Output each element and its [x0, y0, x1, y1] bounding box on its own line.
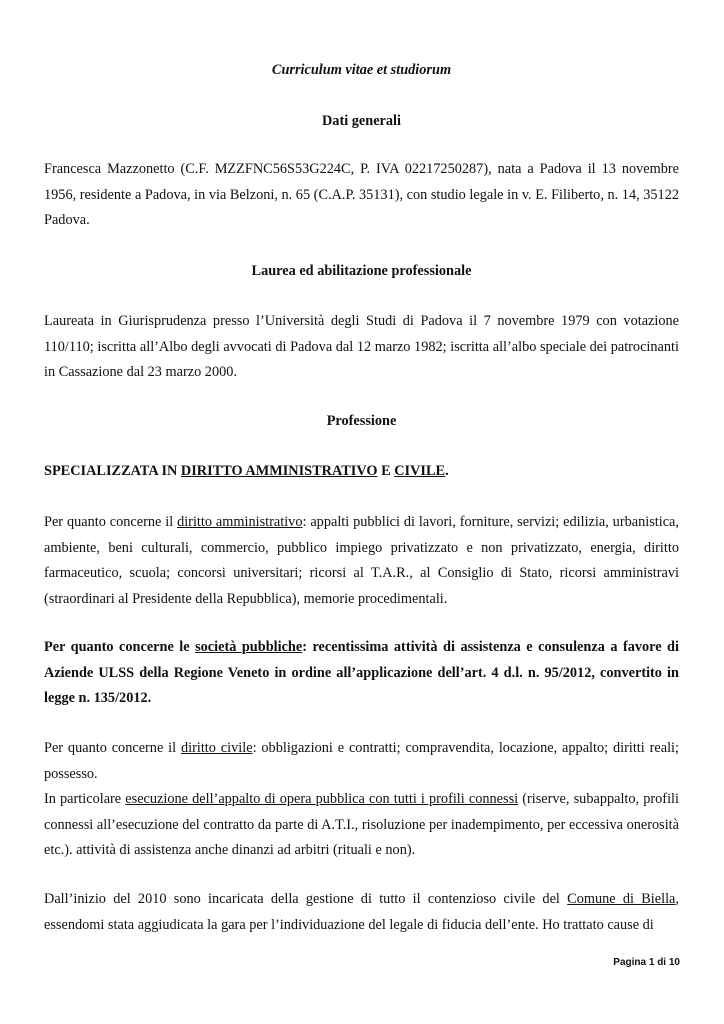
paragraph-dati-generali: Francesca Mazzonetto (C.F. MZZFNC56S53G224C, P. IVA 02217250287), nata a Padova il 13 novembre 1956, residente a Padova, in via Belzoni, n. 65 (C.A.P. 35131), con studio legale in v. E. Filiberto, n. 14, 35122 Padova. — [44, 161, 679, 229]
specialization-prefix: SPECIALIZZATA IN — [44, 463, 181, 479]
underlined-comune-di-biella: Comune di Biella — [567, 891, 676, 907]
civile-text: : obbligazioni e contratti; compravendita, locazione, appalto; diritti reali; possesso. — [44, 740, 679, 782]
heading-laurea: Laurea ed abilitazione professionale — [251, 263, 472, 279]
link-diritto-amministrativo: DIRITTO AMMINISTRATIVO — [180, 463, 378, 479]
specialization-suffix: . — [445, 463, 449, 479]
amministrativo-text: : appalti pubblici di lavori, forniture, servizi; edilizia, urbanistica, ambiente, beni culturali, commercio, pubblico impiego privatizzato e non privatizzato, energia, diritto farmaceutico, scuola; concorsi universitari; ricorsi al T.A.R., al Consiglio di Stato, ricorsi amministravi (straordinari al Presidente della Repubblica), memorie procedimentali. — [44, 514, 679, 607]
page-number: Pagina 1 di 10 — [613, 957, 680, 968]
biella-prefix: Dall’inizio del 2010 sono incaricata della gestione di tutto il contenzioso civile del — [44, 891, 568, 907]
civile-prefix: Per quanto concerne il — [44, 740, 181, 756]
paragraph-amministrativo — [44, 510, 679, 612]
underlined-societa-pubbliche: società pubbliche — [195, 639, 303, 655]
underlined-esecuzione-appalto: esecuzione dell’appalto di opera pubblica con tutti i profili connessi — [125, 791, 519, 808]
civile-line2-prefix: In particolare — [44, 791, 126, 808]
specialization-middle: E — [377, 463, 395, 479]
paragraph-biella — [44, 887, 679, 938]
underlined-diritto-civile: diritto civile — [180, 740, 253, 756]
heading-professione: Professione — [326, 413, 397, 429]
link-civile: CIVILE — [394, 463, 446, 479]
societa-text: : recentissima attività di assistenza e consulenza a favore di Aziende ULSS della Regione Veneto in ordine all’applicazione dell’art. 4 d.l. n. 95/2012, convertito in legge n. 135/2012. — [44, 639, 679, 707]
biella-text: , essendomi stata aggiudicata la gara per l’individuazione del legale di fiducia dell’ente. Ho trattato cause di — [44, 891, 679, 933]
document-title: Curriculum vitae et studiorum — [271, 62, 452, 78]
societa-prefix: Per quanto concerne le — [44, 639, 196, 655]
paragraph-specializzazione — [44, 459, 679, 485]
amministrativo-prefix: Per quanto concerne il — [44, 514, 178, 530]
underlined-diritto-amministrativo: diritto amministrativo — [177, 514, 303, 530]
paragraph-diritto-civile — [44, 736, 679, 864]
paragraph-laurea: Laureata in Giurisprudenza presso l’Università degli Studi di Padova il 7 novembre 1979 con votazione 110/110; iscritta all’Albo degli avvocati di Padova dal 12 marzo 1982; iscritta all’albo speciale dei patrocinanti in Cassazione dal 23 marzo 2000. — [44, 313, 679, 381]
heading-dati-generali: Dati generali — [321, 113, 401, 129]
paragraph-societa-pubbliche — [44, 635, 679, 712]
civile-line2-text: (riserve, subappalto, profili connessi all’esecuzione del contratto da parte di A.T.I., risoluzione per inadempimento, per eccessiva onerosità etc.). attività di assistenza anche dinanzi ad arbitri (rituali e non). — [44, 791, 679, 859]
